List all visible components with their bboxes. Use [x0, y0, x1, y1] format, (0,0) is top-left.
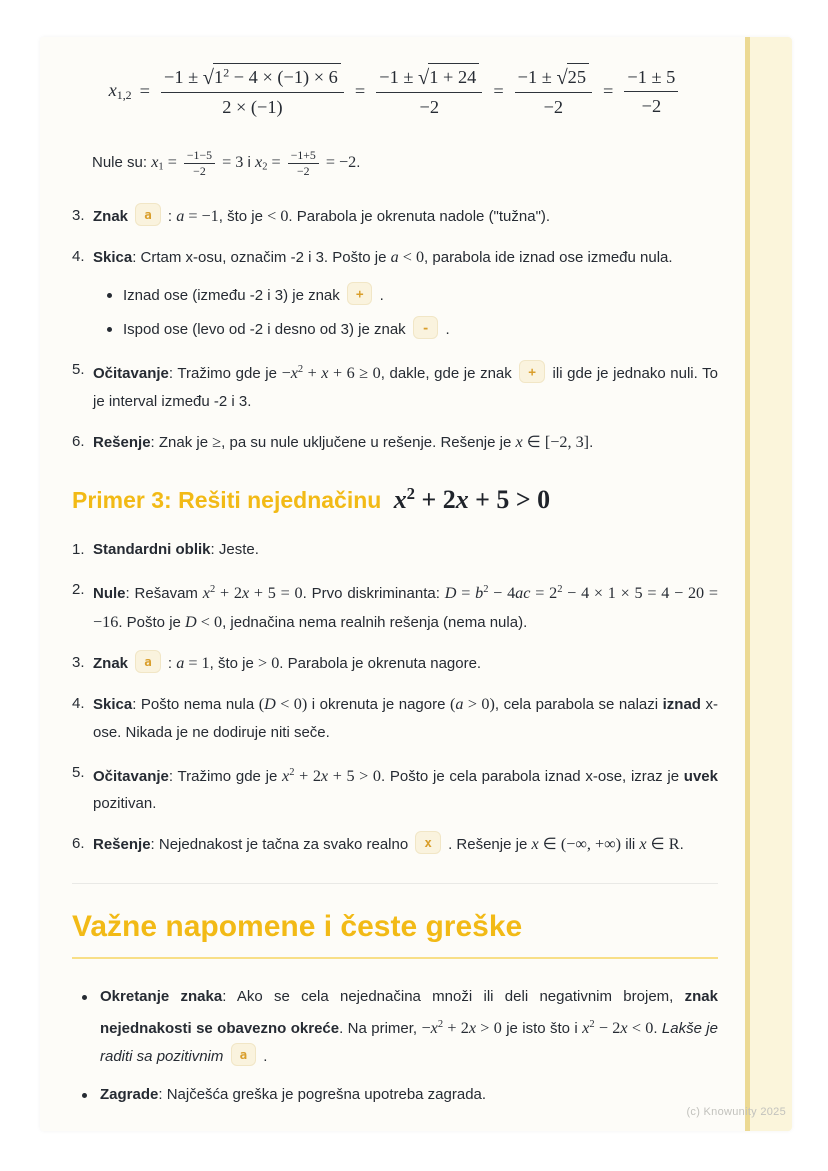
sub-bullet-list	[93, 282, 718, 344]
fraction-denominator	[515, 92, 592, 121]
text-segment: x	[582, 1019, 590, 1038]
text-segment: .	[589, 433, 594, 451]
text-segment: , jednačina nema realnih rešenja (nema nula).	[222, 613, 528, 631]
list-item-text	[93, 356, 718, 416]
text-segment: : Pošto nema nula	[132, 695, 259, 713]
text-segment: −2	[193, 163, 206, 178]
notes-section-heading: Važne napomene i česte greške	[72, 910, 718, 959]
text-segment: > 0)	[463, 694, 495, 713]
radical-sign-icon: √	[418, 67, 430, 89]
fraction	[515, 63, 592, 120]
heading-math	[393, 483, 551, 514]
text-segment: 25	[567, 67, 587, 87]
text-segment: x	[639, 835, 647, 854]
quadratic-formula-display	[72, 63, 718, 120]
text-segment: 2	[289, 766, 295, 778]
list-item	[93, 316, 718, 344]
list-item-number: 1.	[72, 540, 85, 558]
list-item	[72, 243, 718, 344]
list-item-number: 3.	[72, 206, 85, 224]
square-root	[418, 63, 479, 91]
fraction-denominator	[376, 92, 482, 121]
fraction-numerator	[184, 149, 215, 163]
text-segment: (	[258, 694, 265, 713]
text-segment: −1 ±	[164, 67, 203, 87]
text-segment: =	[493, 81, 504, 102]
text-segment: x	[393, 484, 407, 514]
fraction	[184, 149, 215, 178]
inline-code-badge: a	[135, 203, 161, 226]
text-segment: 2	[223, 65, 230, 80]
inline-code-badge: a	[231, 1043, 257, 1066]
text-segment: x	[430, 1019, 438, 1038]
text-segment: + 2	[443, 1019, 469, 1038]
text-segment: + 5 > 0	[468, 484, 551, 514]
list-item-number: 6.	[72, 432, 85, 450]
text-segment: :	[163, 654, 177, 672]
text-segment: . Rešenje je	[443, 836, 532, 854]
list-item-text	[93, 649, 718, 678]
list-item	[72, 759, 718, 819]
text-segment: Okretanje znaka	[100, 988, 223, 1006]
text-segment: x	[108, 80, 117, 101]
text-segment: , dakle, gde je znak	[380, 364, 517, 382]
text-segment: − 2	[594, 1019, 621, 1038]
text-segment: + 2	[215, 583, 242, 602]
text-segment: a	[176, 653, 185, 672]
text-segment: Iznad ose (između -2 i 3) je znak	[123, 286, 344, 304]
notes-bullet-list	[72, 983, 718, 1109]
section-divider	[72, 883, 718, 884]
text-segment: . Pošto je	[118, 613, 186, 631]
text-segment: x	[151, 153, 159, 172]
list-item-number: 4.	[72, 694, 85, 712]
radical-sign-icon: √	[202, 67, 214, 89]
radicand	[428, 63, 479, 91]
text-segment: Zagrade	[100, 1086, 159, 1104]
text-segment: =	[139, 81, 150, 102]
text-segment: : Rešavam	[125, 584, 203, 602]
text-segment: = −1	[184, 206, 219, 225]
text-segment: < 0	[196, 612, 223, 631]
text-segment: D	[264, 694, 276, 713]
text-segment: − 4 × (−1) × 6	[229, 67, 338, 87]
square-root	[556, 63, 589, 91]
text-segment: −2	[419, 96, 440, 117]
text-segment: < 0	[398, 247, 425, 266]
text-segment: Rešenje	[93, 433, 151, 451]
text-segment: , što je	[218, 207, 268, 225]
text-segment: x	[255, 153, 263, 172]
text-segment: iznad	[662, 695, 701, 713]
radicand	[213, 63, 341, 91]
fraction-numerator	[376, 63, 482, 92]
text-segment: > 0	[258, 653, 280, 672]
text-segment: −1+5	[290, 147, 316, 162]
text-segment: :	[163, 207, 177, 225]
text-segment: (	[449, 694, 456, 713]
list-item-number: 5.	[72, 360, 85, 378]
text-segment: x	[241, 583, 250, 602]
text-segment: 2	[297, 363, 304, 375]
text-segment: .	[653, 1020, 662, 1038]
text-segment: 2	[483, 583, 489, 595]
list-item	[93, 282, 718, 310]
text-segment: .	[259, 1048, 268, 1066]
text-segment: − 4	[488, 583, 516, 602]
list-item-number: 2.	[72, 580, 85, 598]
text-segment: , pa su nule uključene u rešenje. Rešenje je	[221, 433, 516, 451]
text-segment: ili gde je jednako nuli. To je interval između -2 i 3.	[93, 364, 719, 410]
watermark: (c) Knowunity 2025	[686, 1106, 786, 1118]
fraction-numerator	[515, 63, 592, 92]
text-segment: < 0	[267, 206, 289, 225]
bullet-icon	[107, 293, 112, 298]
list-item-number: 5.	[72, 763, 85, 781]
fraction-denominator	[161, 92, 344, 121]
text-segment: a	[390, 247, 399, 266]
nule-paragraph	[92, 148, 718, 182]
text-segment: Očitavanje	[93, 767, 169, 785]
text-segment: 1 + 24	[429, 67, 477, 87]
text-segment: . Na primer,	[339, 1020, 422, 1038]
list-item-number: 6.	[72, 835, 85, 853]
bullet-icon	[107, 327, 112, 332]
radicand	[567, 63, 589, 91]
text-segment: znak nejednakosti se obavezno okreće	[100, 988, 718, 1038]
list-item-number: 4.	[72, 247, 85, 265]
text-segment: Nule su:	[92, 154, 152, 172]
inline-code-badge: +	[347, 282, 373, 305]
text-segment: , što je	[209, 654, 259, 672]
list-item	[72, 576, 718, 637]
text-segment: Lakše je raditi sa pozitivnim	[100, 1020, 718, 1066]
list-item	[72, 356, 718, 416]
text-segment: + 5 > 0	[328, 766, 382, 785]
document-content	[40, 37, 792, 1119]
text-segment: 2	[209, 583, 216, 595]
list-item	[72, 536, 718, 564]
text-segment: : Znak je	[150, 433, 213, 451]
text-segment: 1,2	[116, 88, 132, 103]
math-group	[109, 80, 132, 103]
text-segment: < 0	[627, 1019, 654, 1038]
steps-list-example-2	[72, 202, 718, 457]
list-item-text	[93, 830, 718, 859]
text-segment: je isto što i	[501, 1020, 583, 1038]
text-segment: −2	[543, 96, 564, 117]
list-item	[72, 1081, 718, 1109]
text-segment: b	[475, 583, 484, 602]
text-segment: x	[202, 583, 210, 602]
text-segment: ∈ R	[646, 835, 680, 854]
text-segment: −2	[641, 96, 662, 117]
heading-text: Primer 3: Rešiti nejednačinu	[72, 486, 382, 513]
steps-list-example-3	[72, 536, 718, 860]
text-segment: − 4 × 1 × 5 = 4 − 20 = −16	[93, 583, 719, 631]
text-segment: .	[375, 286, 384, 304]
text-segment: ≥	[212, 432, 222, 451]
text-segment: =	[163, 153, 181, 172]
text-segment	[128, 208, 132, 225]
list-item	[72, 649, 718, 678]
text-segment: =	[456, 583, 476, 602]
text-segment: −1 ±	[379, 67, 419, 87]
text-segment: x	[515, 432, 523, 451]
inline-code-badge: +	[519, 360, 545, 383]
list-item	[72, 690, 718, 747]
text-segment: x	[320, 766, 329, 785]
text-segment: 1	[158, 161, 164, 173]
text-segment: ac	[515, 583, 531, 602]
fraction	[624, 64, 678, 120]
text-segment: Znak	[93, 654, 129, 672]
text-segment: , parabola ide iznad ose između nula.	[424, 248, 673, 266]
list-item-text	[93, 243, 718, 272]
inline-code-badge: x	[415, 831, 441, 854]
fraction	[376, 63, 482, 120]
text-segment: 2 × (−1)	[222, 96, 283, 117]
text-segment: x	[321, 363, 329, 382]
text-segment: =	[267, 153, 285, 172]
text-segment: . Parabola je okrenuta nadole ("tužna").	[288, 207, 551, 225]
square-root	[203, 63, 341, 91]
fraction-denominator	[184, 163, 215, 178]
text-segment: + 2	[294, 766, 321, 785]
list-item-text	[93, 759, 718, 819]
document-page	[40, 37, 792, 1131]
list-item-text	[93, 576, 718, 637]
text-segment: −2	[296, 163, 310, 178]
text-segment: Ispod ose (levo od -2 i desno od 3) je znak	[123, 320, 410, 338]
bullet-icon	[82, 1093, 87, 1098]
text-segment: 2	[262, 161, 268, 173]
text-segment: + 2	[415, 484, 456, 514]
text-segment: Skica	[93, 695, 133, 713]
text-segment: : Tražimo gde je	[168, 767, 283, 785]
text-segment	[223, 1048, 227, 1065]
text-segment: −1 ±	[517, 67, 557, 87]
fraction	[161, 63, 344, 120]
text-segment: + 6 ≥ 0	[328, 363, 381, 382]
list-item-text	[93, 536, 718, 564]
text-segment: : Jeste.	[210, 540, 259, 558]
text-segment: = −2	[321, 153, 357, 172]
text-segment: ∈ (−∞, +∞)	[538, 835, 622, 854]
list-item-text	[100, 983, 718, 1071]
list-item-number: 3.	[72, 653, 85, 671]
text-segment: : Ako se cela nejednačina množi ili deli negativnim brojem,	[222, 988, 685, 1006]
text-segment: .	[356, 154, 361, 172]
text-segment: = 1	[184, 653, 210, 672]
radical-sign-icon: √	[556, 67, 568, 89]
primer-3-heading	[72, 479, 718, 516]
text-segment: : Najčešća greška je pogrešna upotreba zagrada.	[158, 1086, 487, 1104]
text-segment: −	[281, 363, 291, 382]
text-segment: x	[620, 1019, 628, 1038]
bullet-icon	[82, 995, 87, 1000]
text-segment: ili	[621, 836, 640, 854]
text-segment: .	[679, 836, 684, 854]
text-segment: uvek	[683, 767, 718, 785]
text-segment: : Tražimo gde je	[168, 364, 282, 382]
text-segment: . Parabola je okrenuta nagore.	[279, 654, 482, 672]
inline-code-badge: -	[413, 316, 439, 339]
list-item-text	[123, 316, 718, 344]
text-segment: Očitavanje	[93, 364, 169, 382]
inline-code-badge: a	[135, 650, 161, 673]
text-segment: . Prvo diskriminanta:	[302, 584, 445, 602]
text-segment: Znak	[93, 207, 129, 225]
list-item	[72, 983, 718, 1071]
text-segment: x-ose. Nikada je ne dodiruje niti seče.	[93, 695, 718, 741]
list-item-text	[123, 282, 718, 310]
text-segment: 1	[214, 67, 224, 87]
text-segment: pozitivan.	[93, 795, 157, 813]
list-item-text	[93, 202, 718, 231]
text-segment: x	[282, 766, 290, 785]
text-segment: a	[176, 206, 185, 225]
text-segment: −1 ± 5	[627, 66, 676, 87]
text-segment: a	[455, 694, 464, 713]
fraction-denominator	[288, 163, 319, 178]
text-segment: 2	[437, 1019, 444, 1031]
text-segment: 2	[557, 583, 563, 595]
text-segment: : Crtam x-osu, označim -2 i 3. Pošto je	[132, 248, 391, 266]
text-segment: Standardni oblik	[93, 540, 211, 558]
text-segment: D	[444, 583, 457, 602]
text-segment: +	[303, 363, 322, 382]
text-segment: 2	[406, 483, 416, 503]
list-item	[72, 830, 718, 859]
text-segment: i	[243, 154, 256, 172]
fraction-numerator	[161, 63, 344, 92]
text-segment: Nule	[93, 584, 126, 602]
text-segment: > 0	[476, 1019, 502, 1038]
text-segment: =	[603, 81, 614, 102]
list-item-text	[93, 690, 718, 747]
text-segment: x	[531, 835, 539, 854]
fraction-numerator	[288, 149, 319, 163]
text-segment: : Nejednakost je tačna za svako realno	[150, 836, 413, 854]
text-segment: x	[455, 484, 469, 514]
text-segment: =	[354, 81, 366, 102]
text-segment: x	[468, 1019, 477, 1038]
text-segment: i okrenuta je nagore	[307, 695, 450, 713]
text-segment: 2	[589, 1019, 595, 1031]
text-segment	[128, 655, 132, 672]
text-segment: ∈ [−2, 3]	[522, 432, 590, 451]
text-segment: x	[290, 363, 298, 382]
text-segment: = 3	[218, 153, 244, 172]
text-segment: + 5 = 0	[249, 583, 303, 602]
fraction-numerator	[624, 64, 678, 92]
text-segment: = 2	[530, 583, 558, 602]
text-segment: D	[185, 612, 197, 631]
fraction	[288, 149, 319, 178]
text-segment: , cela parabola se nalazi	[494, 695, 663, 713]
text-segment: Skica	[93, 248, 133, 266]
fraction-denominator	[624, 91, 678, 120]
text-segment: < 0)	[275, 694, 308, 713]
list-item	[72, 428, 718, 457]
text-segment: . Pošto je cela parabola iznad x-ose, izraz je	[381, 767, 684, 785]
list-item-text	[93, 428, 718, 457]
text-segment: .	[441, 320, 450, 338]
text-segment: −	[421, 1019, 431, 1038]
list-item	[72, 202, 718, 231]
text-segment: −1−5	[186, 147, 213, 162]
text-segment: Rešenje	[93, 836, 151, 854]
list-item-text	[100, 1081, 718, 1109]
